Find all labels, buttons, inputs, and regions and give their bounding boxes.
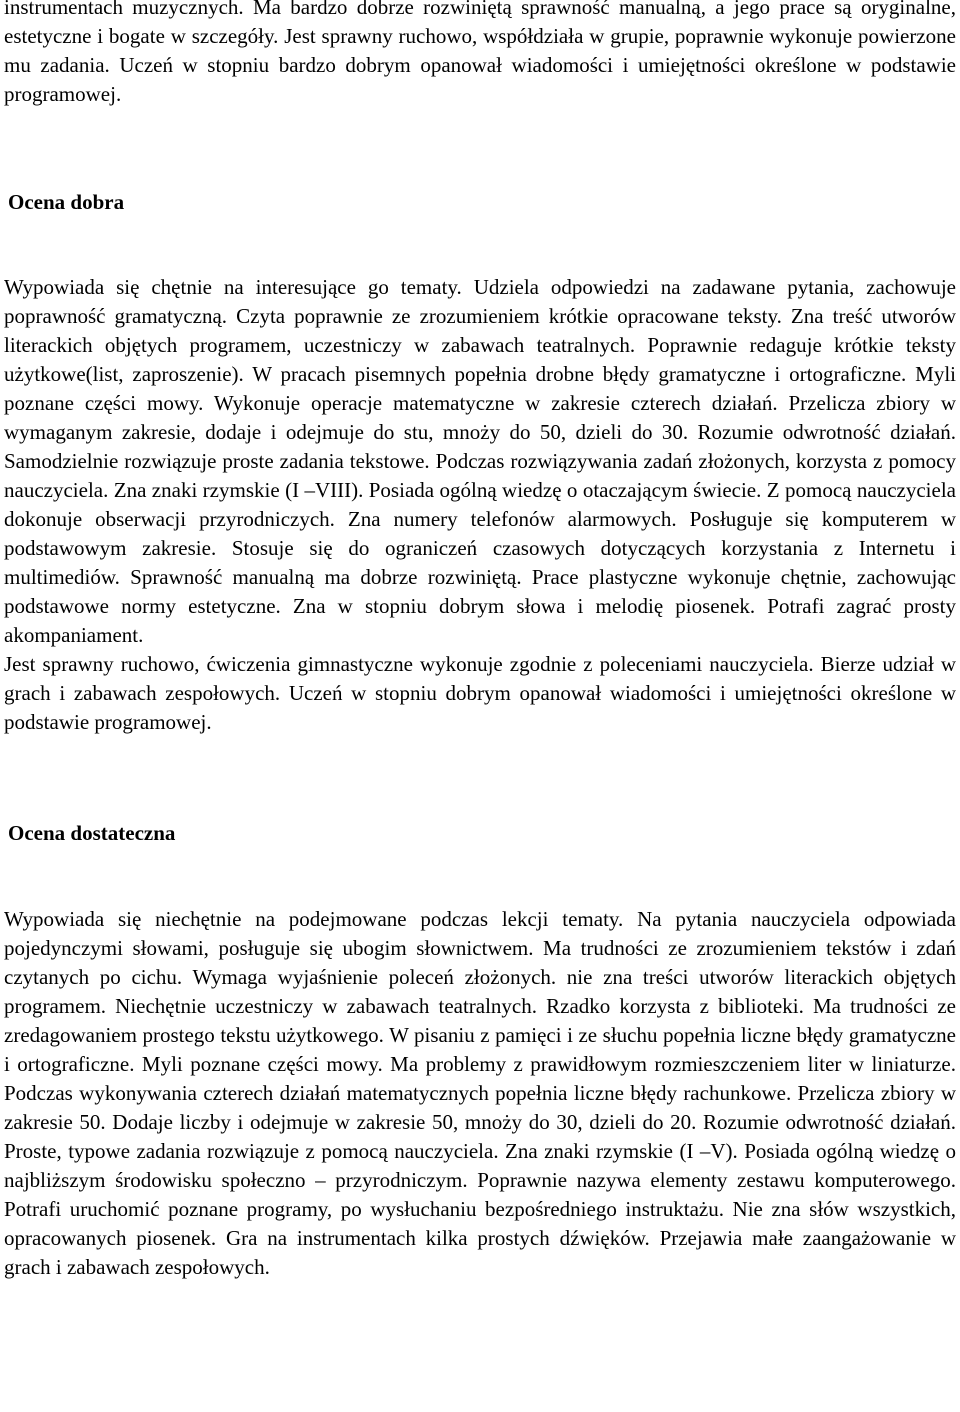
paragraph-ocena-dobra-2: Jest sprawny ruchowo, ćwiczenia gimnastyczne wykonuje zgodnie z poleceniami nauczyciela. Bierze udział w grach i zabawach zespołowych. Uczeń w stopniu dobrym opanował wiadomości i umiejętności określone w podstawie programowej. [4, 652, 956, 734]
document-page [4, 0, 956, 1282]
paragraph-ocena-dobra: Wypowiada się chętnie na interesujące go tematy. Udziela odpowiedzi na zadawane pytania, zachowuje poprawność gramatyczną. Czyta poprawnie ze zrozumieniem krótkie opracowane teksty. Zna treść utworów literackich objętych programem, uczestniczy w zabawach teatralnych. Poprawnie redaguje krótkie teksty użytkowe(list, zaproszenie). W pracach pisemnych popełnia drobne błędy gramatyczne i ortograficzne. Myli poznane części mowy. Wykonuje operacje matematyczne w zakresie czterech działań. Przelicza zbiory w wymaganym zakresie, dodaje i odejmuje do stu, mnoży do 50, dzieli do 30. Rozumie odwrotność działań. Samodzielnie rozwiązuje proste zadania tekstowe. Podczas rozwiązywania zadań złożonych, korzysta z pomocy nauczyciela. Zna znaki rzymskie (I –VIII). Posiada ogólną wiedzę o otaczającym świecie. Z pomocą nauczyciela dokonuje obserwacji przyrodniczych. Zna numery telefonów alarmowych. Posługuje się komputerem w podstawowym zakresie. Stosuje się do ograniczeń czasowych dotyczących korzystania z Internetu i multimediów. Sprawność manualną ma dobrze rozwiniętą. Prace plastyczne wykonuje chętnie, zachowując podstawowe normy estetyczne. Zna w stopniu dobrym słowa i melodię piosenek. Potrafi zagrać prosty akompaniament. [4, 275, 956, 647]
paragraph-ocena-dostateczna: Wypowiada się niechętnie na podejmowane podczas lekcji tematy. Na pytania nauczyciela odpowiada pojedynczymi słowami, posługuje się ubogim słownictwem. Ma trudności ze zrozumieniem tekstów i zdań czytanych po cichu. Wymaga wyjaśnienie poleceń złożonych. nie zna treści utworów literackich objętych programem. Niechętnie uczestniczy w zabawach teatralnych. Rzadko korzysta z biblioteki. Ma trudności ze zredagowaniem prostego tekstu użytkowego. W pisaniu z pamięci i ze słuchu popełnia liczne błędy gramatyczne i ortograficzne. Myli poznane części mowy. Ma problemy z prawidłowym rozmieszczeniem liter w liniaturze. Podczas wykonywania czterech działań matematycznych popełnia liczne błędy rachunkowe. Przelicza zbiory w zakresie 50. Dodaje liczby i odejmuje w zakresie 50, mnoży do 30, dzieli do 20. Rozumie odwrotność działań. Proste, typowe zadania rozwiązuje z pomocą nauczyciela. Zna znaki rzymskie (I –V). Posiada ogólną wiedzę o najbliższym środowisku społeczno – przyrodniczym. Poprawnie nazywa elementy zestawu komputerowego. Potrafi uruchomić poznane programy, po wysłuchaniu bezpośredniego instruktażu. Nie zna słów wszystkich, opracowanych piosenek. Gra na instrumentach kilka prostych dźwięków. Przejawia małe zaangażowanie w grach i zabawach zespołowych. [4, 907, 956, 1279]
section-heading-ocena-dostateczna: Ocena dostateczna [8, 821, 176, 845]
intro-paragraph: instrumentach muzycznych. Ma bardzo dobrze rozwiniętą sprawność manualną, a jego prace są oryginalne, estetyczne i bogate w szczegóły. Jest sprawny ruchowo, współdziała w grupie, poprawnie wykonuje powierzone mu zadania. Uczeń w stopniu bardzo dobrym opanował wiadomości i umiejętności określone w podstawie programowej. [4, 0, 956, 106]
section-heading-ocena-dobra: Ocena dobra [8, 190, 125, 214]
